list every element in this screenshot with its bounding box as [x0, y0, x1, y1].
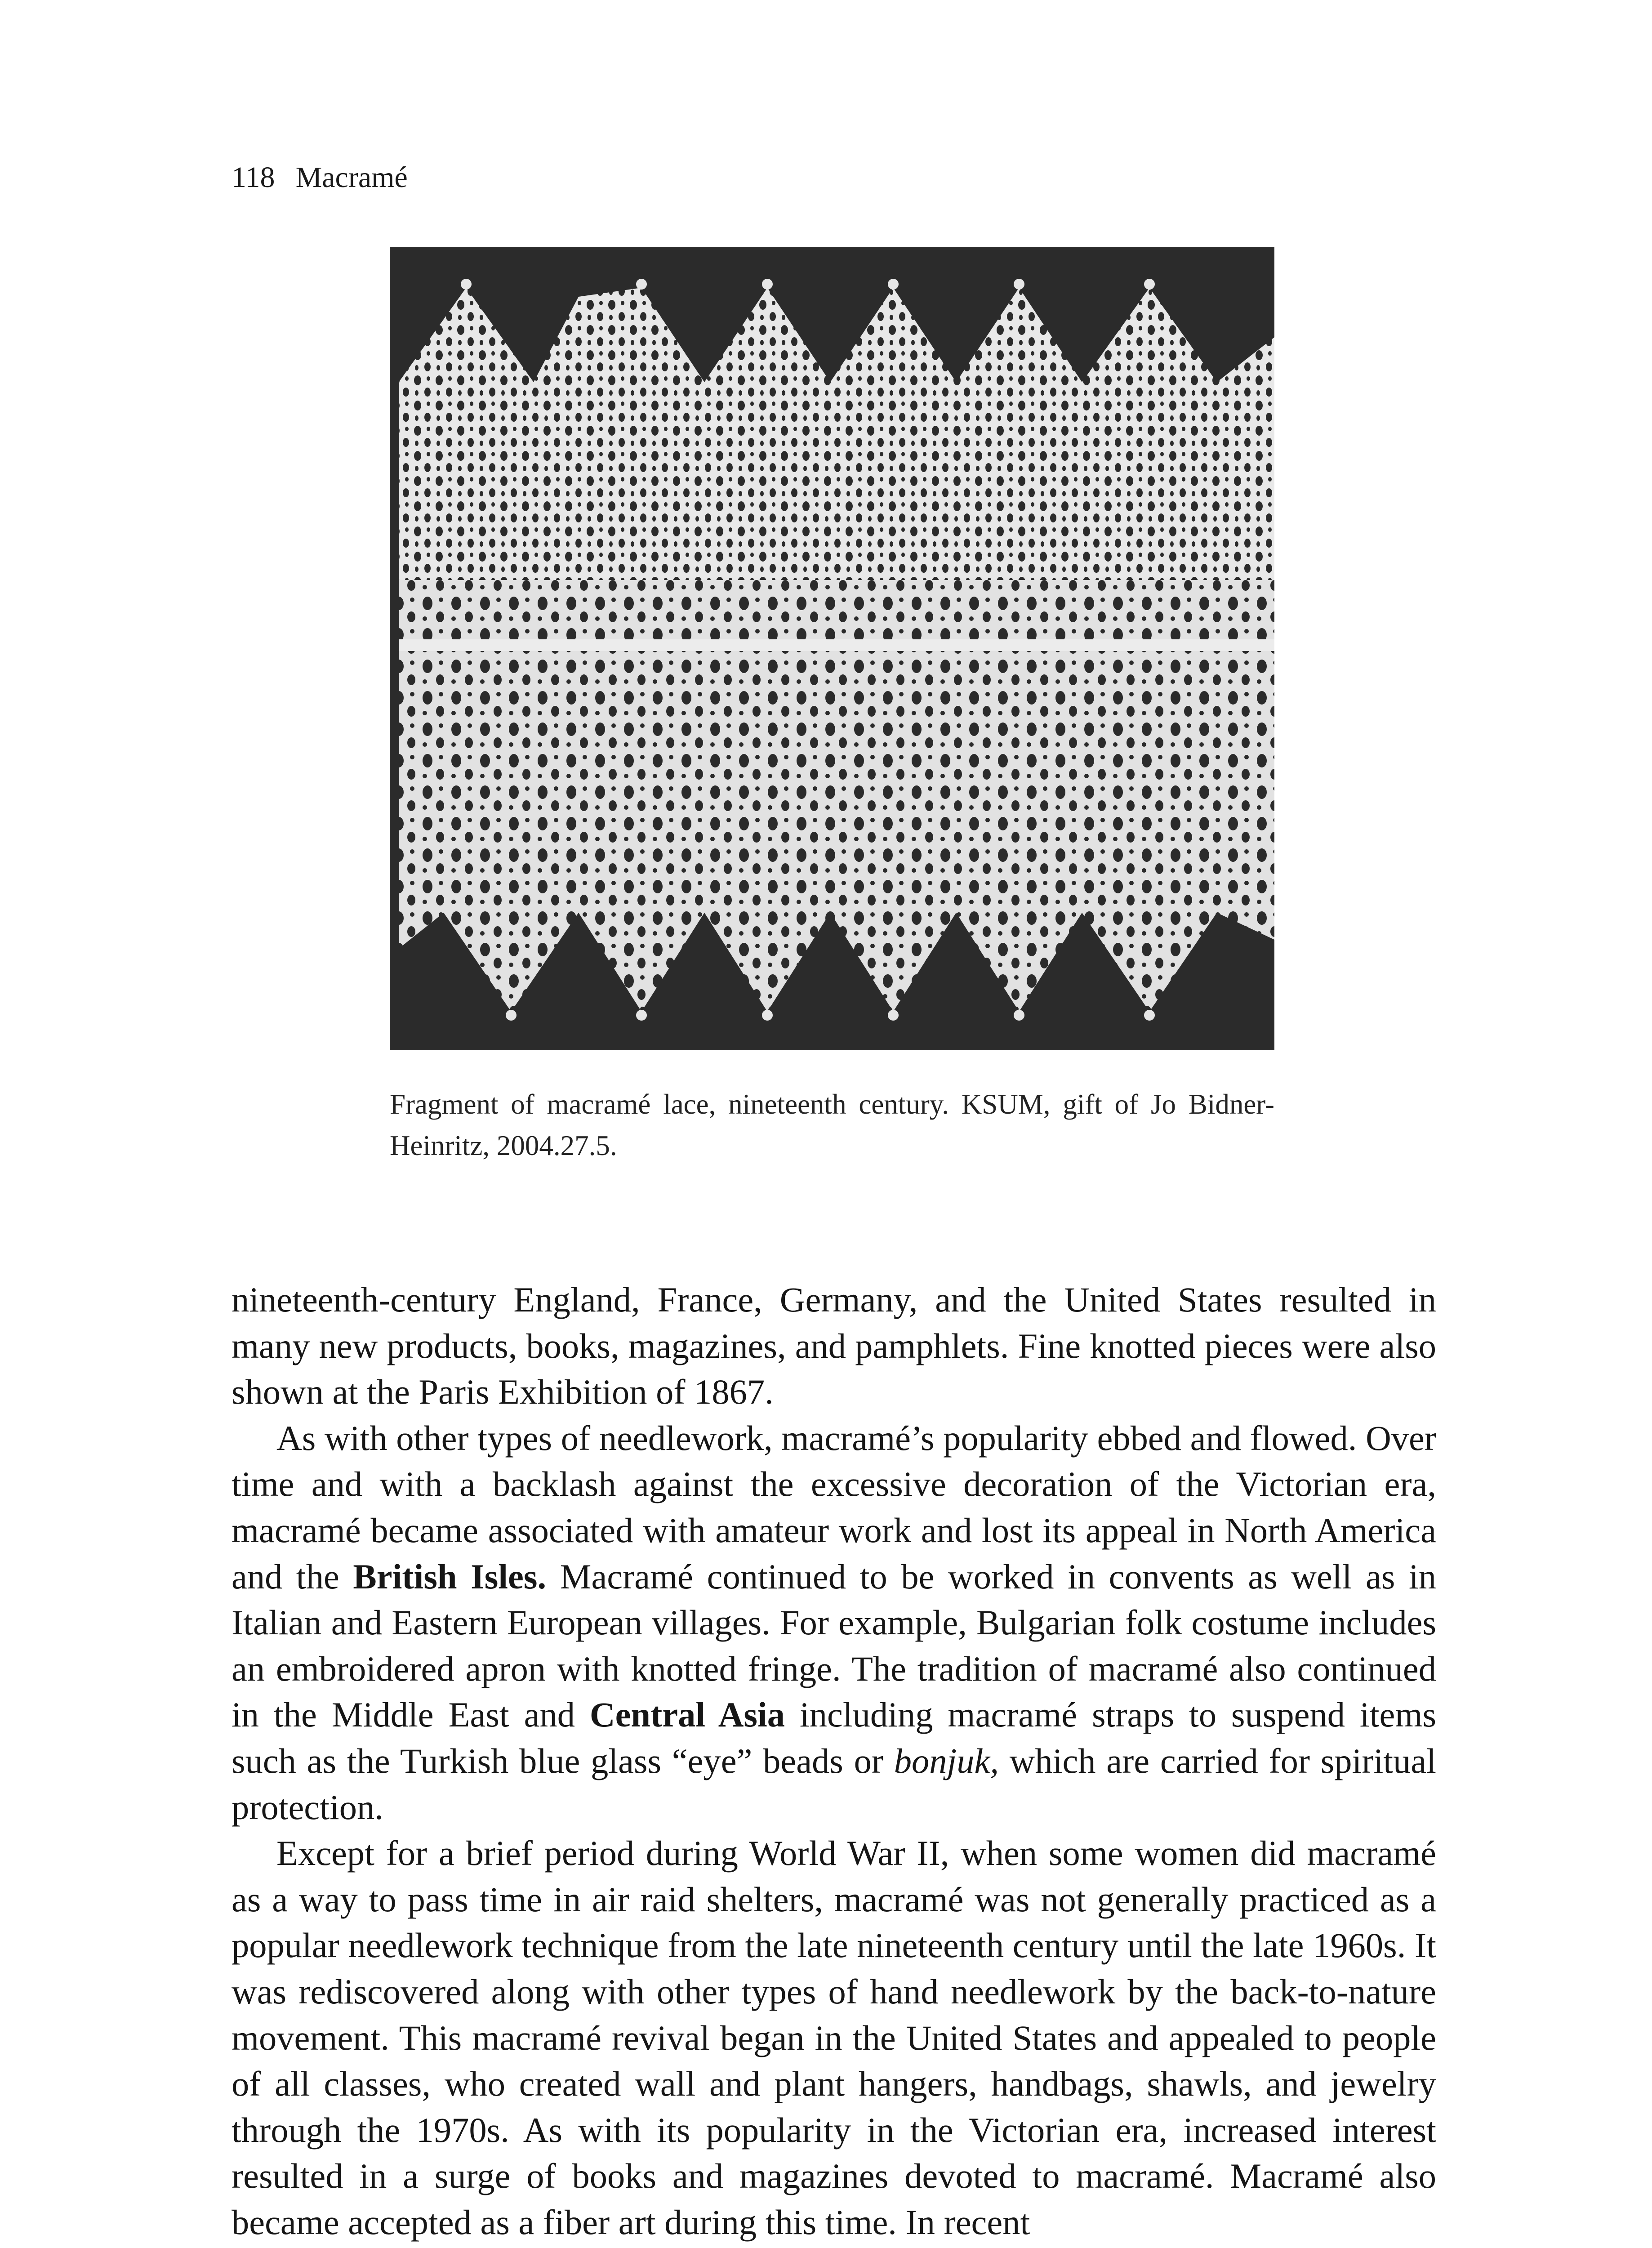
- body-text: [232, 1277, 1436, 2245]
- running-head: [232, 163, 408, 192]
- paragraph-2-text: which are carried for spiritual protection.: [232, 1741, 1436, 1827]
- term-bonjuk: bonjuk,: [894, 1741, 999, 1780]
- paragraph-2-text: Macramé continued to be worked in convents as well as in Italian and Eastern European villages. For example, Bulgarian folk costume includes an embroidered apron with knotted fringe. The tradition of macramé also continued in the Middle East and: [232, 1557, 1437, 1735]
- term-british-isles: British Isles.: [353, 1557, 547, 1596]
- lace-photograph: [390, 247, 1274, 1050]
- paragraph-2-text: As with other types of needlework, macramé’s popularity ebbed and flowed. Over time and with a backlash against the excessive decoration of the Victorian era, macramé became associated with amateur work and lost its appeal in North America and the: [232, 1418, 1436, 1596]
- paragraph-3: Except for a brief period during World War II, when some women did macramé as a way to pass time in air raid shelters, macramé was not generally practiced as a popular needlework technique from the late nineteenth century until the late 1960s. It was rediscovered along with other types of hand needlework by the back-to-nature movement. This macramé revival began in the United States and appealed to people of all classes, who created wall and plant hangers, handbags, shawls, and jewelry through the 1970s. As with its popularity in the Victorian era, increased interest resulted in a surge of books and magazines devoted to macramé. Macramé also became accepted as a fiber art during this time. In recent: [232, 1833, 1436, 2242]
- lace-image: [390, 247, 1274, 1050]
- page-number: 118: [232, 161, 275, 194]
- paragraph-2-text: including macramé straps to suspend items such as the Turkish blue glass “eye” beads or: [232, 1695, 1436, 1780]
- figure-caption: Fragment of macramé lace, nineteenth century. KSUM, gift of Jo Bidner-Heinritz, 2004.27.5.: [390, 1088, 1274, 1161]
- paragraph-1: nineteenth-century England, France, Germany, and the United States resulted in many new products, books, magazines, and pamphlets. Fine knotted pieces were also shown at the Paris Exhibition of 1867.: [232, 1280, 1436, 1412]
- term-central-asia: Central Asia: [589, 1695, 785, 1735]
- running-head-title: Macramé: [295, 161, 408, 194]
- paragraph-2: [232, 1415, 1436, 1830]
